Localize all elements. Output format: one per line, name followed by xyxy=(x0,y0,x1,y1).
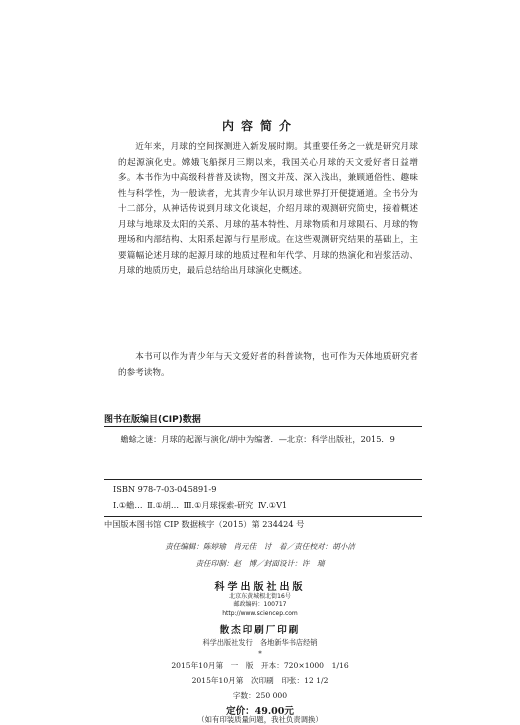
cip-classification: Ⅰ.①蟾… Ⅱ.①胡… Ⅲ.①月球探索-研究 Ⅳ.①V1 xyxy=(113,500,288,510)
intro-paragraph-1: 近年来，月球的空间探测进入新发展时期。其重要任务之一就是研究月球的起源演化史。嫦娥飞船探月三期以来，我国关心月球的天文爱好者日益增多。本书作为中高级科普普及读物，图文并茂、深入浅出，兼顾通俗性、趣味性与科学性，为一般读者，尤其青少年认识月球世界打开便捷通道。全书分为十二部分，从神话传说到月球文化谈起，介绍月球的观测研究简史，接着概述月球与地球及太阳的关系、月球的基本特性、月球物质和月球陨石、月球的物理场和内部结构、太阳系起源与行星形成。在这些观测研究结果的基础上，主要篇幅论述月球的起源月球的地质过程和年代学、月球的热演化和岩浆活动、月球的地质历史，最后总结给出月球演化史概述。 xyxy=(118,142,418,276)
publisher-postcode: 邮政编码：100717 xyxy=(233,601,287,608)
printer-name: 散杰印刷厂印刷 xyxy=(219,625,301,636)
divider xyxy=(104,479,422,480)
quality-notice: （如有印装质量问题，我社负责调换） xyxy=(197,715,323,724)
intro-title: 内容简介 xyxy=(221,119,298,133)
separator-star: * xyxy=(258,650,262,658)
edition-line: 2015年10月第 一 版 开本：720×1000 1/16 xyxy=(171,661,349,670)
distribution-line: 科学出版社发行 各地新华书店经销 xyxy=(202,638,318,647)
cip-main-entry: 蟾蜍之谜：月球的起源与演化/胡中为编著．—北京：科学出版社，2015．9 xyxy=(120,434,395,444)
publisher-address: 北京东黄城根北街16号 xyxy=(229,593,291,600)
divider xyxy=(104,516,422,517)
divider xyxy=(104,426,422,427)
printing-line: 2015年10月第 次印刷 印张：12 1/2 xyxy=(191,676,329,685)
intro-paragraph-2: 本书可以作为青少年与天文爱好者的科普读物，也可作为天体地质研究者的参考读物。 xyxy=(118,352,418,378)
cip-isbn: ISBN 978-7-03-045891-9 xyxy=(113,484,217,494)
staff-production: 责任印制：赵 博／封面设计：许 瑞 xyxy=(195,559,325,568)
staff-editors: 责任编辑：陈婷瑜 肖元佳 讨 着／责任校对：胡小洁 xyxy=(165,542,355,551)
price: 定价：49.00元 xyxy=(226,706,294,717)
publisher-name: 科学出版社出版 xyxy=(214,582,306,593)
publisher-website: http://www.sciencep.com xyxy=(222,610,298,617)
cip-title: 图书在版编目(CIP)数据 xyxy=(104,415,201,425)
wordcount-line: 字数：250 000 xyxy=(232,691,288,700)
cip-number: 中国版本图书馆 CIP 数据核字（2015）第 234424 号 xyxy=(104,519,305,529)
